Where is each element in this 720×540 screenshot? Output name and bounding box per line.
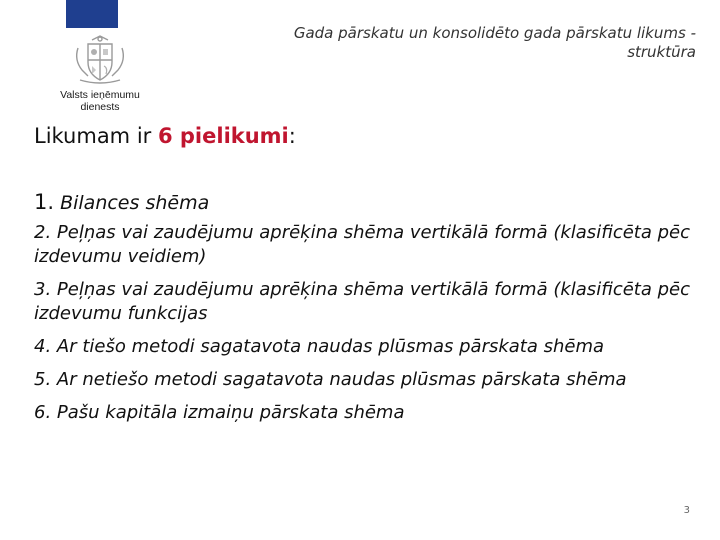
- logo-name-line1: Valsts ieņēmumu: [60, 89, 140, 101]
- logo-text: [52, 89, 148, 113]
- document-title: [176, 24, 696, 62]
- list-item-text: Peļņas vai zaudējumu aprēķina shēma vertikālā formā (klasificēta pēc izdevumu funkcijas: [34, 279, 690, 324]
- logo-name-line2: dienests: [80, 101, 120, 113]
- document-title-line2: struktūra: [627, 43, 696, 61]
- list-item-number: 4.: [34, 336, 52, 357]
- list-item-text: Ar tiešo metodi sagatavota naudas plūsmas pārskata shēma: [51, 336, 605, 357]
- annex-list: [34, 190, 694, 434]
- list-item-text: Bilances shēma: [54, 192, 210, 214]
- list-item-text: Pašu kapitāla izmaiņu pārskata shēma: [51, 402, 405, 423]
- intro-highlight: 6 pielikumi: [157, 124, 289, 148]
- list-item: [34, 368, 694, 392]
- list-item-number: 5.: [34, 369, 52, 390]
- list-item-number: 2.: [34, 222, 52, 243]
- document-title-line1: Gada pārskatu un konsolidēto gada pārskatu likums -: [293, 24, 696, 42]
- list-item-number: 1.: [34, 190, 55, 214]
- intro-text: [34, 122, 296, 150]
- list-item-number: 6.: [34, 402, 52, 423]
- list-item-number: 3.: [34, 279, 52, 300]
- coat-of-arms-icon: [70, 34, 130, 86]
- list-item: [34, 335, 694, 359]
- list-item: [34, 278, 694, 326]
- list-item-text: Ar netiešo metodi sagatavota naudas plūsmas pārskata shēma: [51, 369, 627, 390]
- intro-prefix: Likumam ir: [34, 124, 158, 148]
- list-item-text: Peļņas vai zaudējumu aprēķina shēma vertikālā formā (klasificēta pēc izdevumu veidiem): [34, 222, 690, 267]
- intro-suffix: :: [288, 124, 296, 148]
- list-item: [34, 190, 694, 215]
- vid-logo: [52, 34, 148, 120]
- list-item: [34, 401, 694, 425]
- page-number: 3: [683, 505, 690, 516]
- blue-flag-bar: [66, 0, 118, 28]
- list-item: [34, 221, 694, 269]
